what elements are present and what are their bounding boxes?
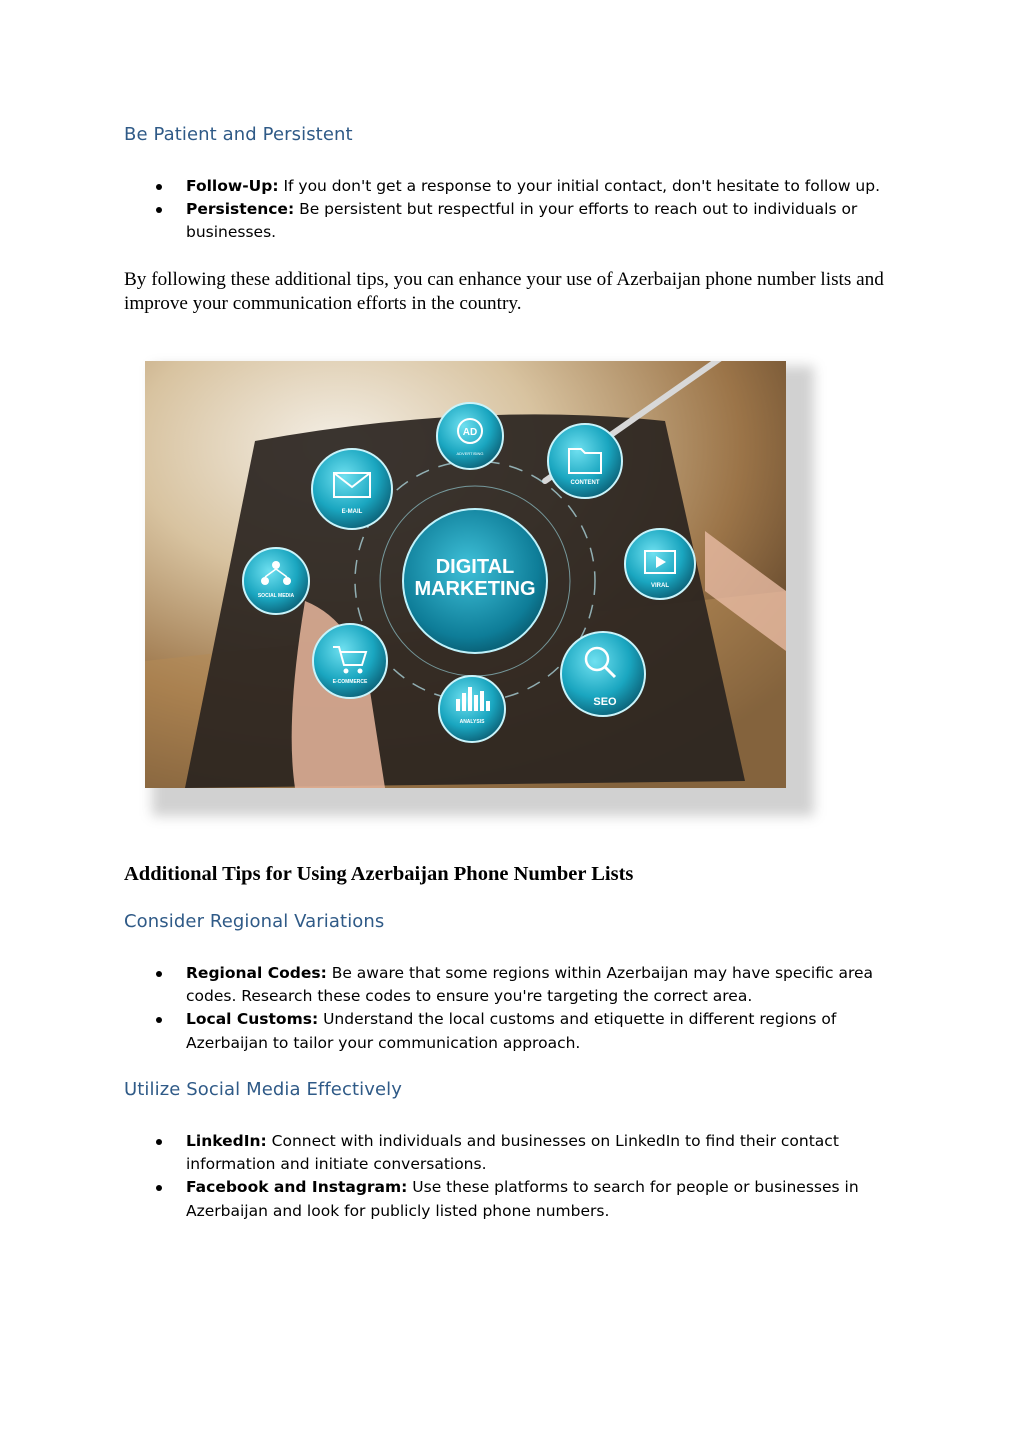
item-text: Understand the local customs and etiquette in different regions of Azerbaijan to tailor your communication approach.	[186, 1010, 837, 1052]
seo-icon	[561, 632, 645, 716]
item-label: Local Customs:	[186, 1010, 319, 1029]
bullet-icon	[156, 207, 162, 213]
analysis-icon	[439, 676, 505, 742]
bullet-icon	[156, 184, 162, 190]
item-label: Regional Codes:	[186, 964, 327, 982]
svg-text:VIRAL: VIRAL	[651, 583, 669, 589]
svg-text:CONTENT: CONTENT	[570, 480, 600, 486]
list-item	[186, 175, 916, 198]
item-label: Follow-Up:	[186, 177, 279, 195]
svg-text:SOCIAL MEDIA: SOCIAL MEDIA	[257, 593, 295, 599]
svg-text:ANALYSIS: ANALYSIS	[459, 719, 485, 725]
ad-icon	[437, 403, 503, 469]
social-network-icon	[243, 548, 309, 614]
list-item	[186, 1008, 916, 1054]
digital-marketing-illustration	[145, 361, 786, 788]
item-label: Facebook and Instagram:	[186, 1178, 408, 1197]
closing-paragraph: By following these additional tips, you can enhance your use of Azerbaijan phone number lists and improve your communication efforts in the country.	[124, 269, 884, 314]
svg-text:E-MAIL: E-MAIL	[341, 509, 363, 515]
video-icon	[625, 529, 695, 599]
bullet-icon	[156, 1185, 162, 1191]
item-text: Be persistent but respectful in your efforts to reach out to individuals or businesses.	[186, 200, 858, 242]
content-icon	[548, 424, 622, 498]
item-text: Use these platforms to search for people or businesses in Azerbaijan and look for publicly listed phone numbers.	[186, 1178, 859, 1220]
item-label: LinkedIn:	[186, 1132, 267, 1150]
item-text: If you don't get a response to your initial contact, don't hesitate to follow up.	[278, 177, 881, 195]
email-icon	[312, 449, 392, 529]
item-text: Be aware that some regions within Azerbaijan may have specific area codes. Research these codes to ensure you're targeting the correct area.	[186, 964, 874, 1006]
svg-text:E-COMMERCE: E-COMMERCE	[332, 679, 368, 685]
section-heading-social: Utilize Social Media Effectively	[124, 1079, 403, 1100]
center-label-line1: DIGITAL	[435, 556, 515, 578]
item-text: Connect with individuals and businesses on LinkedIn to find their contact information and initiate conversations.	[186, 1132, 839, 1174]
digital-marketing-image	[145, 361, 786, 788]
list-item	[186, 1130, 916, 1176]
section-heading-regional: Consider Regional Variations	[124, 911, 385, 932]
list-item	[186, 1176, 916, 1222]
bullet-list-social	[186, 1130, 916, 1223]
ecommerce-icon	[313, 624, 387, 698]
center-label-line2: MARKETING	[414, 578, 536, 600]
svg-text:AD: AD	[462, 427, 478, 438]
section-heading-patient: Be Patient and Persistent	[124, 124, 353, 145]
bullet-icon	[156, 1017, 162, 1023]
item-label: Persistence:	[186, 200, 295, 219]
main-heading: Additional Tips for Using Azerbaijan Phone Number Lists	[124, 863, 634, 885]
svg-text:ADVERTISING: ADVERTISING	[456, 451, 484, 456]
list-item	[186, 962, 916, 1008]
svg-text:SEO: SEO	[593, 696, 617, 708]
list-item	[186, 198, 916, 244]
bullet-list-patient	[186, 175, 916, 245]
bullet-icon	[156, 1139, 162, 1145]
bullet-list-regional	[186, 962, 916, 1055]
bullet-icon	[156, 971, 162, 977]
